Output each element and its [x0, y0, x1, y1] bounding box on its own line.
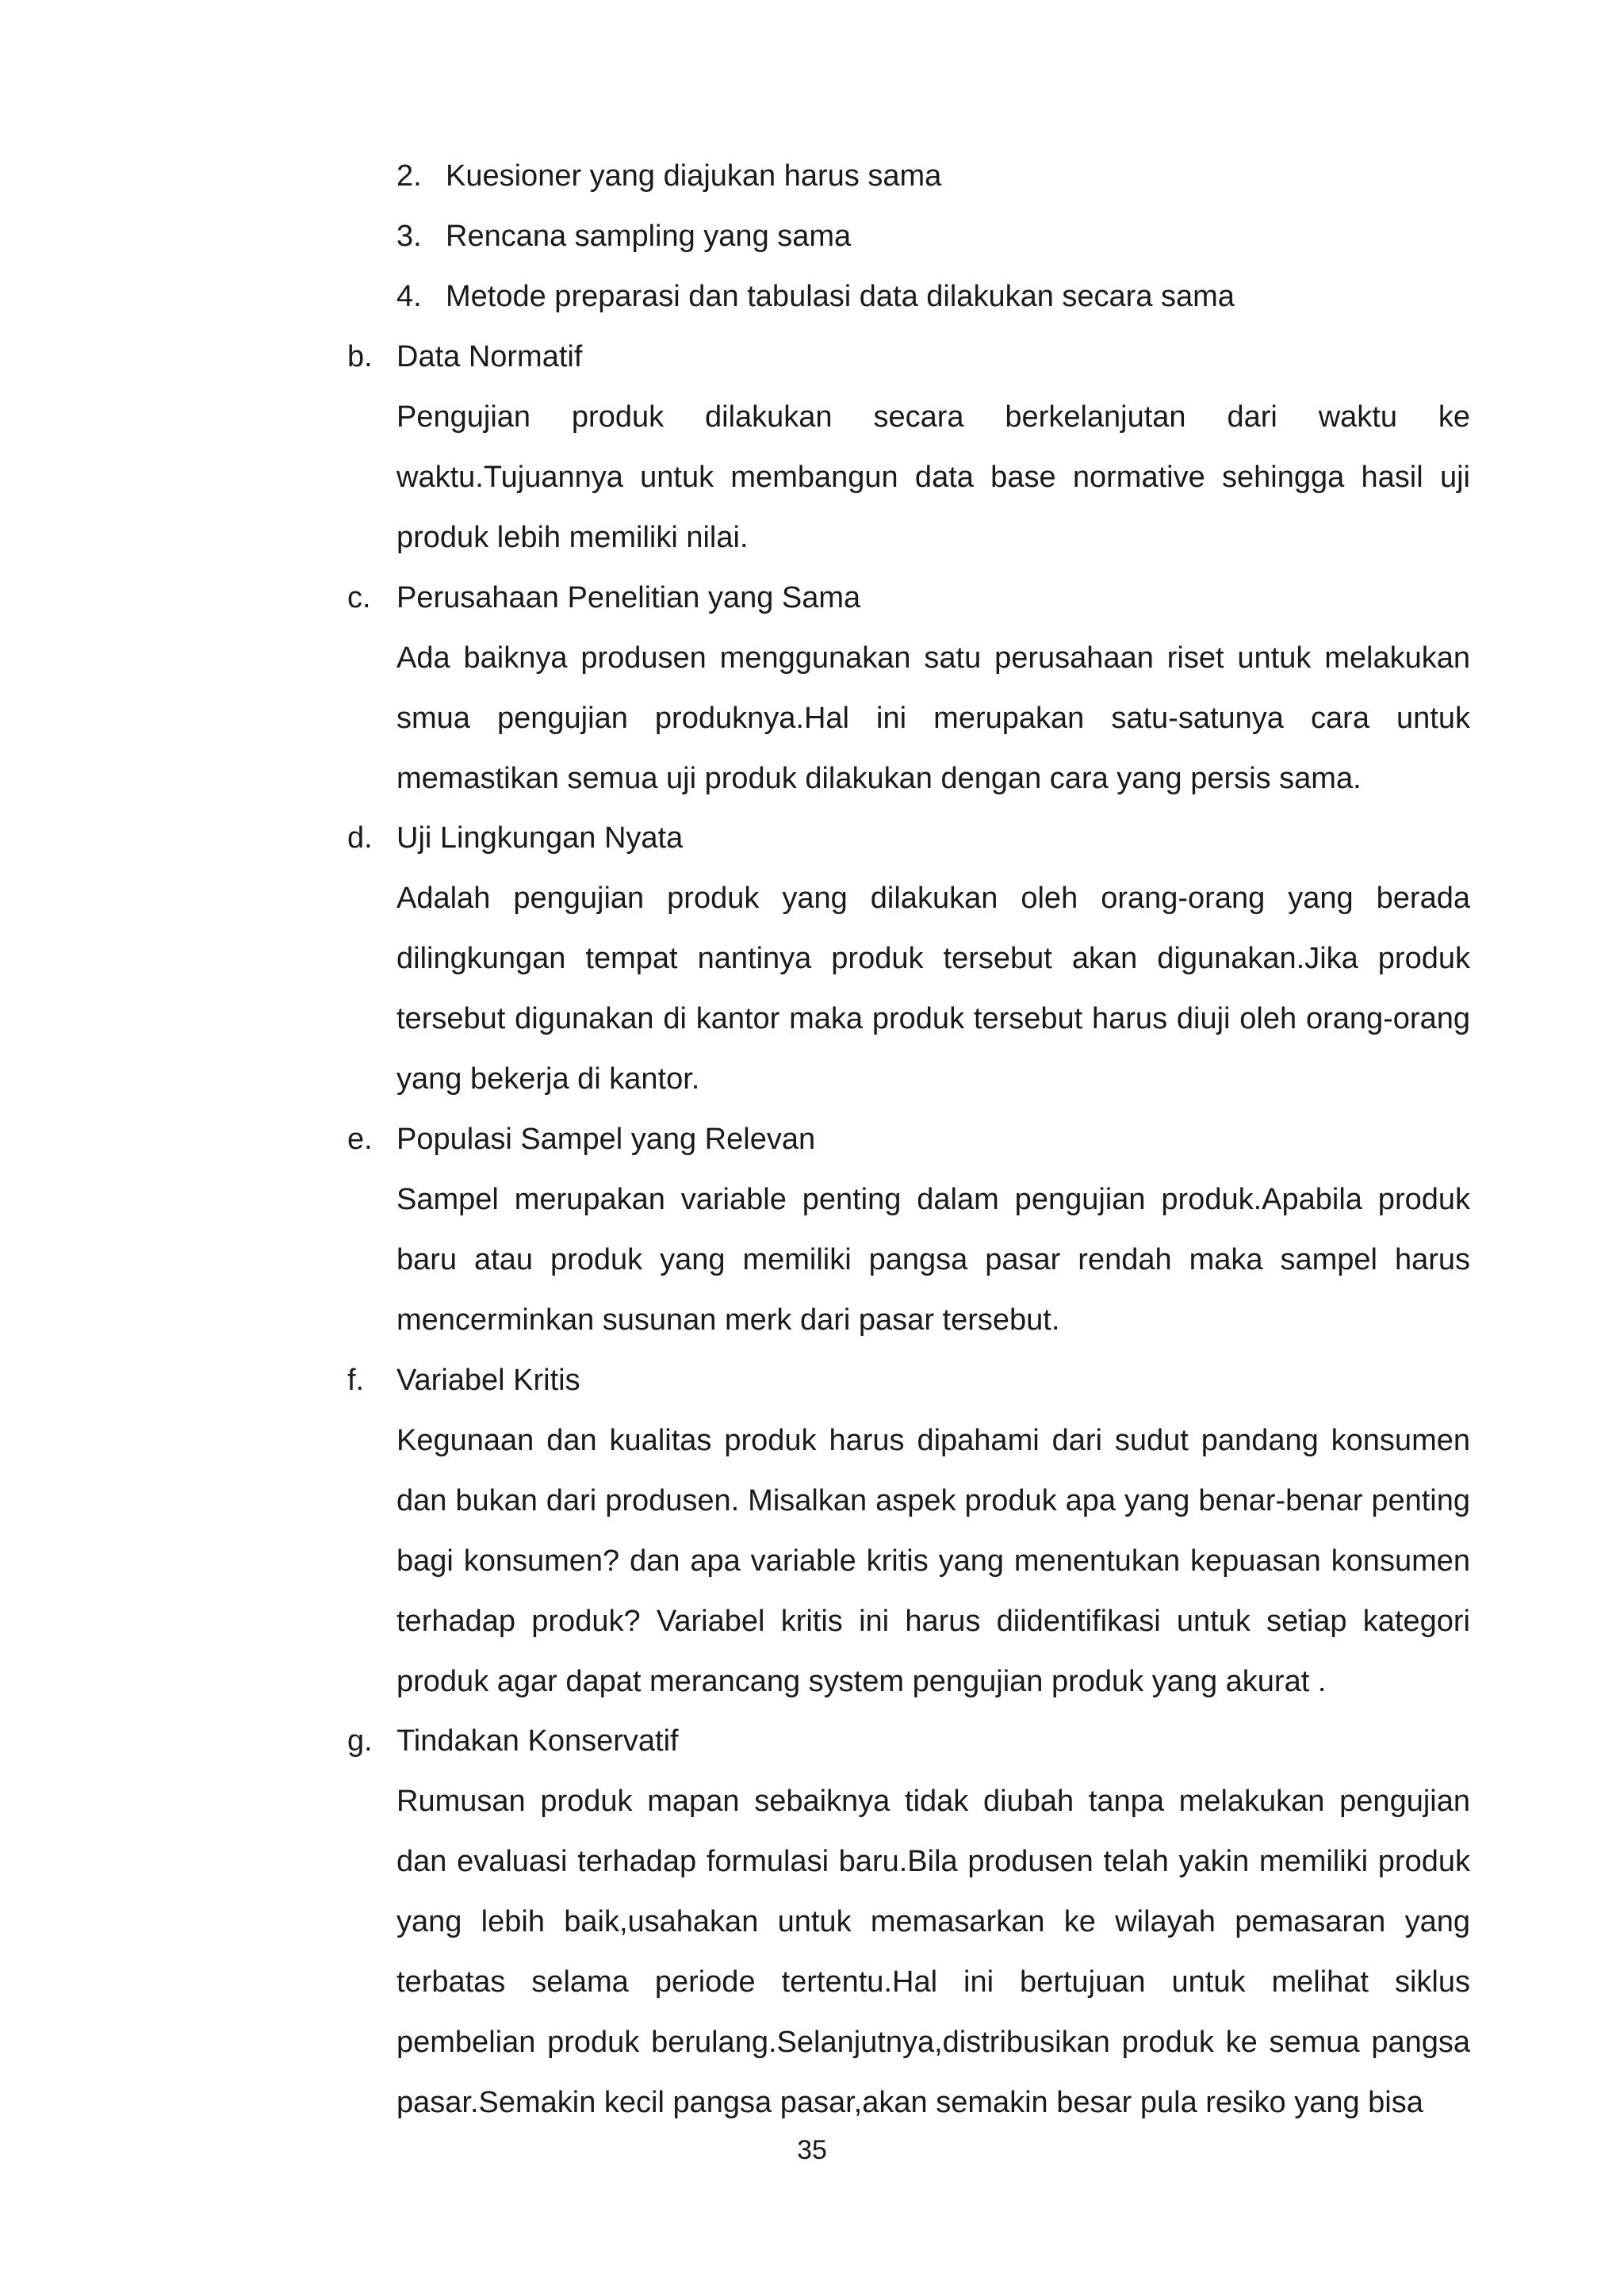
section-marker: e.	[347, 1123, 373, 1156]
section-marker: d.	[347, 821, 373, 855]
page-number: 35	[797, 2135, 827, 2165]
section-body-e: Sampel merupakan variable penting dalam pengujian produk.Apabila produk baru atau produk yang memiliki pangsa pasar rendah maka sampel harus mencerminkan susunan merk dari pasar tersebut.	[396, 1183, 1470, 1337]
section-heading: Tindakan Konservatif	[396, 1724, 679, 1758]
section-heading: Populasi Sampel yang Relevan	[396, 1123, 816, 1156]
item-text: Kuesioner yang diajukan harus sama	[446, 159, 942, 193]
item-marker: 3.	[396, 220, 422, 253]
section-body-b: Pengujian produk dilakukan secara berkelanjutan dari waktu ke waktu.Tujuannya untuk membangun data base normative sehingga hasil uji produk lebih memiliki nilai.	[396, 400, 1470, 554]
section-body-c: Ada baiknya produsen menggunakan satu perusahaan riset untuk melakukan smua pengujian produknya.Hal ini merupakan satu-satunya cara untuk memastikan semua uji produk dilakukan dengan cara yang persis sama.	[396, 641, 1470, 795]
section-heading: Perusahaan Penelitian yang Sama	[396, 581, 861, 614]
section-marker: c.	[347, 581, 371, 614]
section-marker: b.	[347, 340, 373, 373]
section-heading: Uji Lingkungan Nyata	[396, 821, 684, 855]
section-body-g: Rumusan produk mapan sebaiknya tidak diubah tanpa melakukan pengujian dan evaluasi terhadap formulasi baru.Bila produsen telah yakin memiliki produk yang lebih baik,usahakan untuk memasarkan ke wilayah pemasaran yang terbatas selama periode tertentu.Hal ini bertujuan untuk melihat siklus pembelian produk berulang.Selanjutnya,distribusikan produk ke semua pangsa pasar.Semakin kecil pangsa pasar,akan semakin besar pula resiko yang bisa	[396, 1785, 1470, 2119]
item-marker: 2.	[396, 159, 422, 193]
section-body-f: Kegunaan dan kualitas produk harus dipahami dari sudut pandang konsumen dan bukan dari produsen. Misalkan aspek produk apa yang benar-benar penting bagi konsumen? dan apa variable kritis yang menentukan kepuasan konsumen terhadap produk? Variabel kritis ini harus diidentifikasi untuk setiap kategori produk agar dapat merancang system pengujian produk yang akurat .	[396, 1424, 1470, 1698]
section-marker: f.	[347, 1364, 365, 1397]
section-body-d: Adalah pengujian produk yang dilakukan oleh orang-orang yang berada dilingkungan tempat nantinya produk tersebut akan digunakan.Jika produk tersebut digunakan di kantor maka produk tersebut harus diuji oleh orang-orang yang bekerja di kantor.	[396, 882, 1470, 1096]
item-text: Metode preparasi dan tabulasi data dilakukan secara sama	[446, 280, 1235, 313]
item-text: Rencana sampling yang sama	[446, 220, 852, 253]
section-marker: g.	[347, 1724, 373, 1758]
item-marker: 4.	[396, 280, 422, 313]
section-heading: Variabel Kritis	[396, 1364, 580, 1397]
section-heading: Data Normatif	[396, 340, 583, 373]
